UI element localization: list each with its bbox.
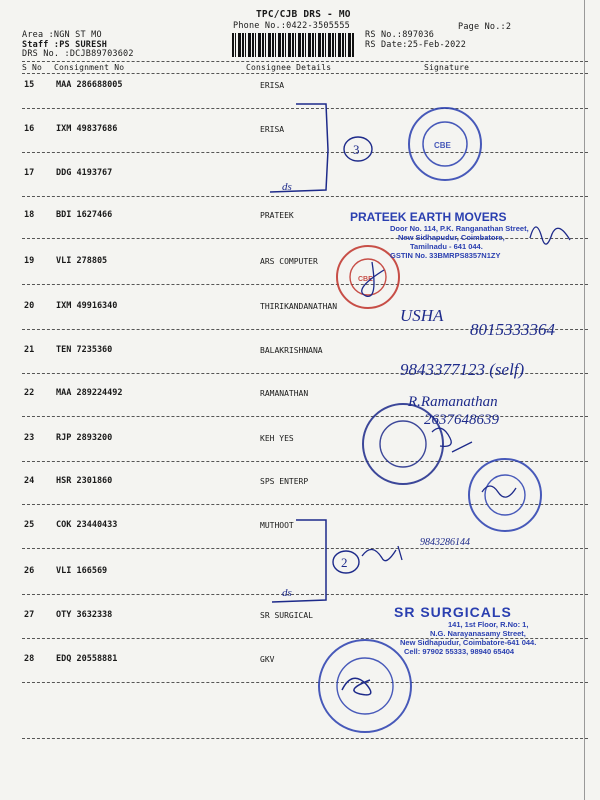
sr-surgicals-name: SR SURGICALS (394, 604, 512, 620)
handwritten-bala-phone: 9843377123 (self) (400, 360, 525, 379)
handwritten-ramanathan: R.Ramanathan (408, 394, 498, 410)
sr-surgicals-line2: N.G. Narayanasamy Street, (430, 629, 526, 638)
row-consignment-no: HSR 2301860 (56, 476, 113, 486)
row-sno: 28 (24, 654, 35, 664)
row-consignee: THIRIKANDANATHAN (260, 302, 338, 311)
rs-number: RS No.:897036 (365, 30, 435, 40)
row-consignee: RAMANATHAN (260, 389, 309, 398)
handwritten-phone-25: 9843286144 (420, 537, 470, 548)
row-sno: 16 (24, 124, 35, 134)
row-consignee: SR SURGICAL (260, 611, 313, 620)
col-consignee: Consignee Details (246, 63, 332, 72)
row-consignee: KEH YES (260, 434, 294, 443)
sr-surgicals-line3: New Sidhapudur, Coimbatore-641 044. (400, 638, 537, 647)
row-consignment-no: TEN 7235360 (56, 345, 113, 355)
row-sno: 25 (24, 520, 35, 530)
rs-date: RS Date:25-Feb-2022 (365, 40, 467, 50)
sr-surgicals-line4: Cell: 97902 55333, 98940 65404 (404, 647, 515, 656)
bracket-rows-25-26 (272, 520, 326, 602)
col-sno: S No (22, 63, 43, 72)
row-sno: 17 (24, 168, 35, 178)
row-sno: 22 (24, 388, 35, 398)
row-sno: 20 (24, 301, 35, 311)
row-consignee: PRATEEK (260, 211, 294, 220)
prateek-stamp (350, 210, 529, 260)
circle-count-2-text: 2 (341, 555, 348, 570)
row-sno: 18 (24, 210, 35, 220)
row-sno: 15 (24, 80, 35, 90)
row-consignment-no: OTY 3632338 (56, 610, 113, 620)
row-consignment-no: COK 23440433 (56, 520, 118, 530)
row-consignment-no: VLI 278805 (56, 256, 108, 266)
prateek-stamp-name: PRATEEK EARTH MOVERS (350, 210, 507, 224)
signature-muthoot (362, 546, 402, 561)
row-consignment-no: MAA 289224492 (56, 388, 123, 398)
row-sno: 26 (24, 566, 35, 576)
prateek-stamp-line1: Door No. 114, P.K. Ranganathan Street, (390, 224, 529, 233)
row-sno: 19 (24, 256, 35, 266)
row-consignment-no: MAA 286688005 (56, 80, 123, 90)
row-sno: 27 (24, 610, 35, 620)
row-sno: 23 (24, 433, 35, 443)
row-consignee: SPS ENTERP (260, 477, 309, 486)
row-consignment-no: IXM 49837686 (56, 124, 118, 134)
signature-gkv (342, 678, 371, 695)
row-consignment-no: IXM 49916340 (56, 301, 118, 311)
row-sno: 21 (24, 345, 35, 355)
handwritten-usha: USHA (400, 306, 444, 325)
initial-mark-17: ds (282, 181, 292, 193)
handwritten-usha-phone: 8015333364 (470, 320, 555, 339)
svg-text:CBE: CBE (434, 141, 451, 150)
signature-keh-yes (432, 428, 472, 452)
phone-number: Phone No.:0422-3505555 (233, 21, 350, 31)
circle-count-3-text: 3 (353, 142, 360, 157)
row-consignment-no: VLI 166569 (56, 566, 108, 576)
prateek-stamp-line2: New Sidhapudur, Coimbatore, (398, 233, 505, 242)
row-consignment-no: BDI 1627466 (56, 210, 113, 220)
row-consignment-no: DDG 4193767 (56, 168, 113, 178)
col-signature: Signature (424, 63, 470, 72)
svg-text:CBE: CBE (358, 276, 373, 283)
staff-label: Staff :PS SURESH (22, 40, 108, 50)
row-consignment-no: RJP 2893200 (56, 433, 113, 443)
prateek-stamp-line3: Tamilnadu - 641 044. (410, 242, 483, 251)
bracket-rows-15-17 (270, 104, 328, 192)
row-consignee: ERISA (260, 81, 285, 90)
initial-mark-26: ds (282, 587, 292, 599)
handwritten-ramanathan-phone: 2637648639 (424, 412, 499, 428)
row-consignee: ERISA (260, 125, 285, 134)
drs-number: DRS No. :DCJB89703602 (22, 49, 134, 59)
row-consignee: BALAKRISHNANA (260, 346, 323, 355)
signature-prateek (530, 227, 570, 244)
sps-enterprises-stamp (469, 459, 541, 531)
erisa-round-stamp (409, 108, 481, 180)
row-sno: 24 (24, 476, 35, 486)
sr-surgicals-stamp (394, 604, 536, 656)
sr-surgicals-line1: 141, 1st Floor, R.No: 1, (448, 620, 529, 629)
row-consignment-no: EDQ 20558881 (56, 654, 118, 664)
area-label: Area :NGN ST MO (22, 30, 102, 40)
page-number: Page No.:2 (458, 22, 512, 32)
row-consignee: MUTHOOT (260, 521, 294, 530)
sheet-title: TPC/CJB DRS - MO (256, 9, 351, 20)
row-consignee: ARS COMPUTER (260, 257, 318, 266)
row-consignee: GKV (260, 655, 275, 664)
col-consignment: Consignment No (54, 63, 125, 72)
prateek-stamp-gstin: GSTIN No. 33BMRPS8357N1ZY (390, 251, 501, 260)
